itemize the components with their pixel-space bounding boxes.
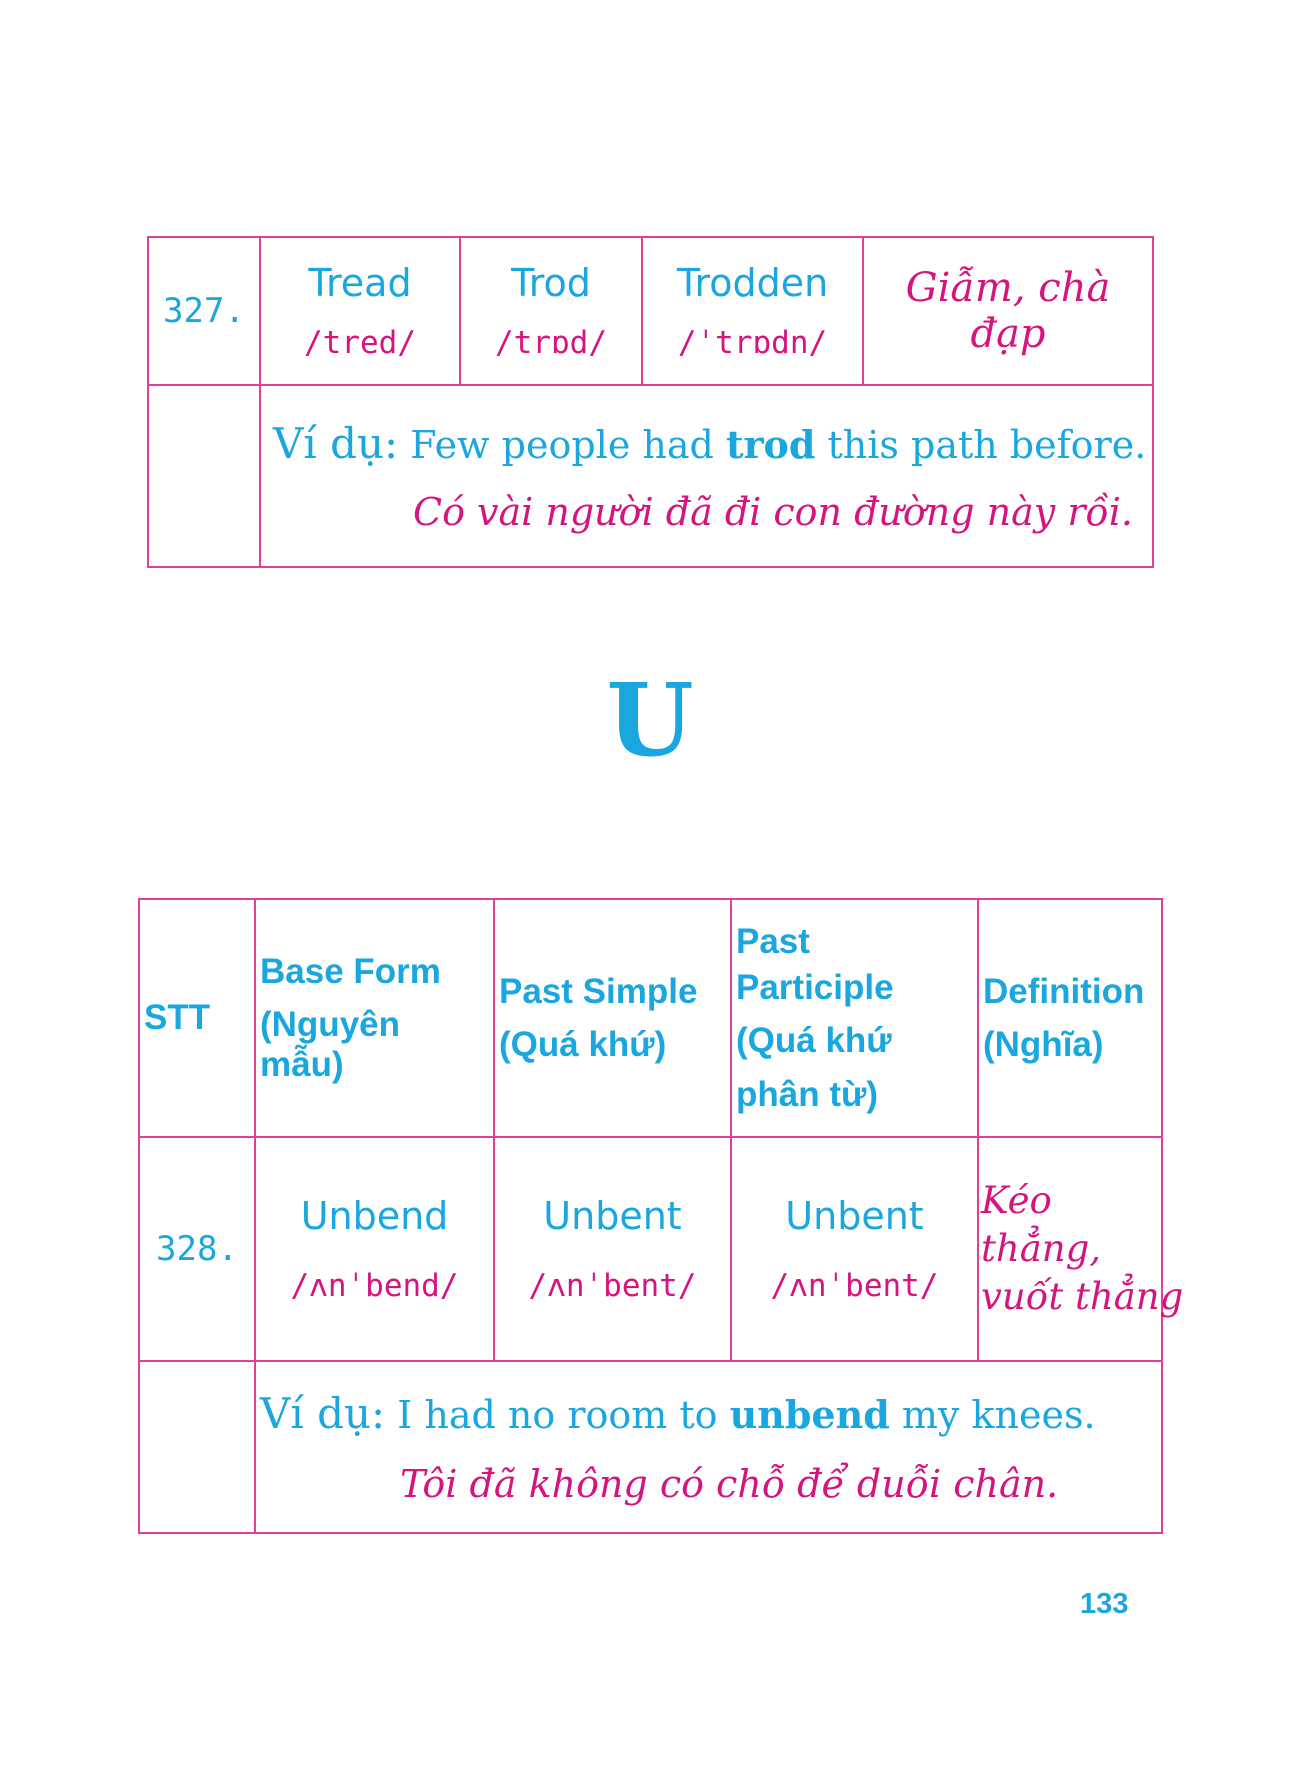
- header-stt-label: STT: [144, 998, 211, 1038]
- header-base-line1: Base Form: [260, 951, 441, 991]
- past-participle-cell: [642, 237, 863, 385]
- entry-number: 327.: [163, 291, 245, 331]
- definition-text: [979, 1177, 1184, 1321]
- header-base-form-label: [256, 949, 493, 1088]
- entry-328-row: [139, 1137, 1162, 1361]
- example-before: Few people had: [398, 422, 726, 467]
- past-simple-ipa: /ʌnˈbent/: [528, 1267, 697, 1304]
- header-base-form: [255, 899, 494, 1137]
- base-form-word: Unbend: [300, 1193, 449, 1238]
- header-past-line1: Past Simple: [499, 971, 698, 1011]
- past-participle-word: Unbent: [785, 1193, 924, 1238]
- header-past-line2: (Quá khứ): [499, 1025, 667, 1064]
- definition-cell: [863, 237, 1153, 385]
- header-part-line2: Participle: [736, 967, 894, 1007]
- header-def-line1: Definition: [983, 971, 1145, 1011]
- header-def-line2: (Nghĩa): [983, 1025, 1104, 1064]
- header-past-simple-label: [495, 969, 730, 1068]
- entry-328-number-cell: [139, 1137, 255, 1361]
- example-sentence: [273, 419, 1152, 468]
- base-form-ipa: /ʌnˈbend/: [290, 1267, 459, 1304]
- base-form-cell: [255, 1137, 494, 1361]
- definition-line2: thẳng,: [981, 1226, 1102, 1270]
- entry-327-row: [148, 237, 1153, 385]
- header-part-line3: (Quá khứ: [736, 1021, 892, 1060]
- definition-line1: Kéo: [981, 1178, 1052, 1222]
- empty-number-cell: [148, 385, 260, 567]
- definition-cell: [978, 1137, 1184, 1361]
- definition-line3: vuốt thẳng: [981, 1275, 1184, 1319]
- example-bold-verb: unbend: [729, 1391, 890, 1437]
- past-simple-cell: [460, 237, 642, 385]
- entry-328-example-row: [139, 1361, 1162, 1533]
- example-bold-verb: trod: [725, 421, 816, 467]
- past-simple-ipa: /trɒd/: [495, 324, 607, 361]
- entry-number: 328.: [156, 1229, 238, 1269]
- example-label: Ví dụ:: [273, 418, 399, 468]
- example-cell: [260, 385, 1153, 567]
- header-definition-label: [979, 969, 1161, 1068]
- example-label: Ví dụ:: [260, 1388, 386, 1438]
- entry-327-table: [147, 236, 1154, 568]
- example-after: this path before.: [815, 422, 1147, 467]
- past-simple-word: Trod: [511, 260, 591, 305]
- past-simple-cell: [494, 1137, 731, 1361]
- header-definition: [978, 899, 1162, 1137]
- header-participle-label: [732, 919, 977, 1117]
- base-form-ipa: /tred/: [304, 324, 416, 361]
- example-before: I had no room to: [385, 1392, 730, 1437]
- header-row: [139, 899, 1162, 1137]
- header-stt: [139, 899, 255, 1137]
- header-part-line4: phân từ): [736, 1074, 878, 1114]
- example-translation: Có vài người đã đi con đường này rồi.: [413, 489, 1133, 534]
- base-form-word: Tread: [308, 260, 412, 305]
- definition-text: Giẫm, chà đạp: [905, 265, 1111, 357]
- past-participle-ipa: /ʌnˈbent/: [770, 1267, 939, 1304]
- header-base-line3: mẫu): [260, 1044, 344, 1084]
- header-past-participle: [731, 899, 978, 1137]
- example-sentence: [260, 1389, 1161, 1438]
- example-after: my knees.: [889, 1392, 1096, 1437]
- base-form-cell: [260, 237, 460, 385]
- past-simple-word: Unbent: [543, 1193, 682, 1238]
- past-participle-word: Trodden: [676, 260, 829, 305]
- entry-327-example-row: [148, 385, 1153, 567]
- past-participle-ipa: /ˈtrɒdn/: [677, 324, 828, 361]
- page-number: 133: [1080, 1588, 1129, 1620]
- entry-328-table: [138, 898, 1184, 1534]
- header-base-line2: (Nguyên: [260, 1005, 400, 1045]
- example-cell: [255, 1361, 1162, 1533]
- past-participle-cell: [731, 1137, 978, 1361]
- example-translation: Tôi đã không có chỗ để duỗi chân.: [400, 1461, 1059, 1506]
- empty-number-cell: [139, 1361, 255, 1533]
- section-letter: U: [606, 661, 694, 779]
- header-part-line1: Past: [736, 922, 810, 961]
- header-past-simple: [494, 899, 731, 1137]
- entry-327-number-cell: [148, 237, 260, 385]
